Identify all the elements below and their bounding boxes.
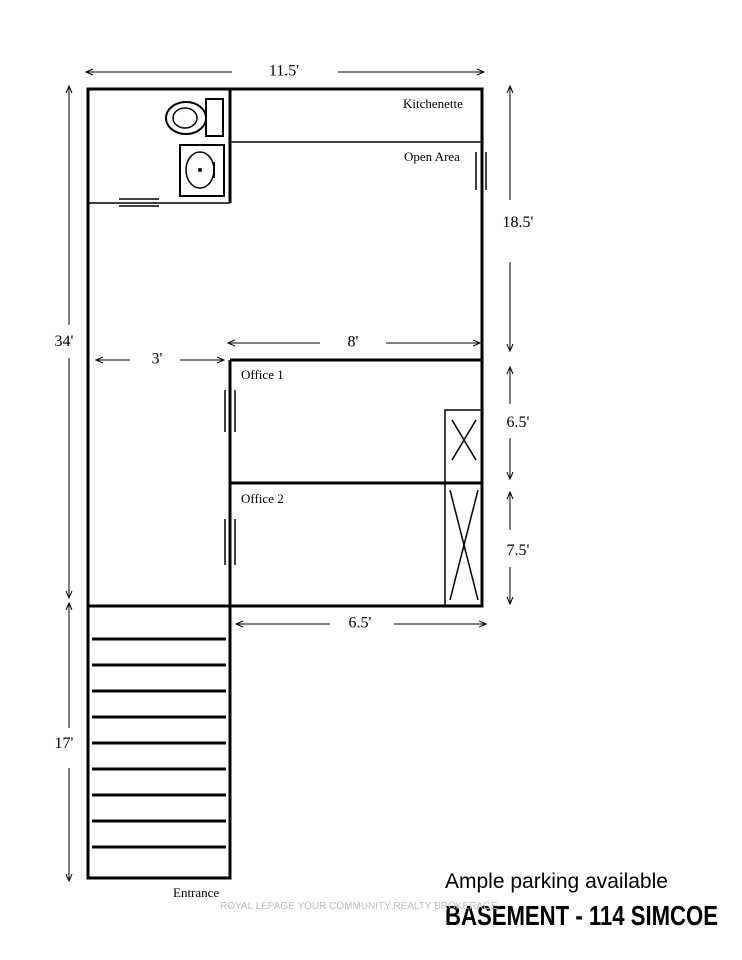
open-area-label: Open Area: [404, 149, 460, 164]
sink-icon: [180, 145, 224, 196]
corridor-width-label: 3': [151, 350, 163, 368]
total-height-label: 34': [54, 333, 74, 350]
bathroom: [88, 89, 230, 206]
office1-height-label: 6.5': [506, 414, 530, 431]
dimension-lines: [69, 72, 510, 881]
parking-caption: Ample parking available: [445, 870, 668, 893]
staircase: [92, 639, 226, 847]
closet-office1-icon: [445, 410, 482, 483]
upper-right-dimension: 18.5': [502, 214, 534, 231]
watermark: ROYAL LEPAGE YOUR COMMUNITY REALTY BROKERAGE: [220, 901, 498, 912]
office-walls: [225, 360, 482, 606]
entrance-label: Entrance: [173, 885, 220, 900]
stair-length-label: 17': [54, 735, 74, 752]
kitchenette-label: Kitchenette: [403, 96, 463, 111]
toilet-icon: [166, 99, 223, 136]
office1-label: Office 1: [241, 367, 284, 382]
closet-office2-icon: [445, 483, 482, 606]
office2-height-label: 7.5': [506, 542, 530, 559]
office2-label: Office 2: [241, 491, 284, 506]
top-width-label: 11.5': [268, 62, 300, 80]
plan-title: BASEMENT - 114 SIMCOE: [445, 900, 718, 931]
office-width-label: 6.5': [348, 614, 372, 632]
inner-width-label: 8': [347, 333, 359, 351]
